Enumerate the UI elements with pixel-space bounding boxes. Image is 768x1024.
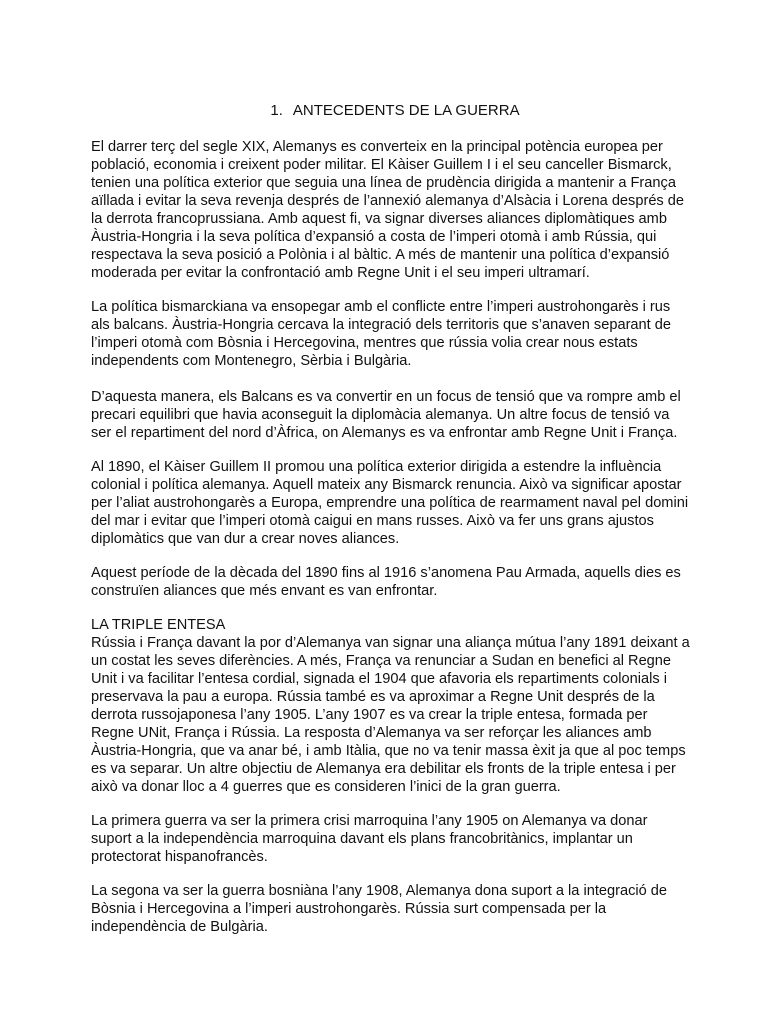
text-line: la derrota francoprussiana. Amb aquest fi, va signar diverses aliances diplomàtiques amb [91,211,667,227]
text-line: tenien una política exterior que seguia una línea de prudència dirigida a mantenir a França [91,175,676,191]
text-line: Unit i va facilitar l’entesa cordial, signada el 1904 que afavoria els repartiments colonials i [91,671,667,687]
text-line: suport a la independència marroquina davant els plans francobritànics, implantar un [91,831,633,847]
text-line: per l’aliat austrohongarès a Europa, emprendre una política de rearmament naval pel domini [91,495,689,511]
text-line: colonial i política alemanya. Aquell mateix any Bismarck renuncia. Això va significar apostar [91,477,682,493]
text-line: Bòsnia i Hercegovina a l’imperi austrohongarès. Rússia surt compensada per la [91,901,607,917]
text-line: independents com Montenegro, Sèrbia i Bulgària. [91,353,412,369]
section-paragraph-3 [91,882,687,936]
text-line: La segona va ser la guerra bosniàna l’any 1908, Alemanya dona suport a la integració de [91,883,668,899]
text-line: població, economia i creixent poder militar. El Kàiser Guillem I i el seu canceller Bismarck, [91,157,672,173]
title-text: ANTECEDENTS DE LA GUERRA [292,102,520,119]
section-paragraph-1 [91,634,690,796]
text-line: ser el repartiment del nord d’Àfrica, on Alemanys es va enfrontar amb Regne Unit i França. [91,425,678,441]
paragraph-3 [91,388,687,442]
text-line: La política bismarckiana va ensopegar amb el conflicte entre l’imperi austrohongarès i rus [91,299,671,315]
text-line: derrota russojaponesa l’any 1905. L’any 1907 es va crear la triple entesa, formada per [91,707,648,723]
paragraph-5 [91,564,687,600]
text-line: respectava la seva posició a Polònia i al bàltic. A més de mantenir una política d’expansió [91,247,670,263]
text-line: protectorat hispanofrancès. [91,849,268,865]
text-line: independència de Bulgària. [91,919,268,935]
section-heading: LA TRIPLE ENTESA [91,617,226,633]
text-line: Àustria-Hongria i la seva política d’expansió a costa de l’imperi otomà i amb Rússia, qui [91,229,657,245]
text-line: un costat les seves diferències. A més, França va renunciar a Sudan en benefici al Regne [91,653,672,669]
text-line: La primera guerra va ser la primera crisi marroquina l’any 1905 on Alemanya va donar [91,813,648,829]
text-line: Aquest període de la dècada del 1890 fins al 1916 s’anomena Pau Armada, aquells dies es [91,565,681,581]
text-line: aïllada i evitar la seva revenja després de l’annexió alemanya d’Alsàcia i Lorena després de [91,193,685,209]
page-title [0,102,768,120]
text-line: precari equilibri que havia aconseguit la diplomàcia alemanya. Un altre focus de tensió va [91,407,670,423]
text-line: del mar i evitar que l’imperi otomà caigui en mans russes. Això va fer uns grans ajustos [91,513,654,529]
text-line: construïen aliances que més envant es van enfrontar. [91,583,438,599]
text-line: Rússia i França davant la por d’Alemanya van signar una aliança mútua l’any 1891 deixant a [91,635,690,651]
text-line: preservava la pau a europa. Rússia també es va aproximar a Regne Unit després de la [91,689,655,705]
paragraph-4 [91,458,687,548]
section-paragraph-2 [91,812,687,866]
paragraph-1 [91,138,687,282]
text-line: D’aquesta manera, els Balcans es va convertir en un focus de tensió que va rompre amb el [91,389,681,405]
text-line: Regne UNit, França i Rússia. La resposta d’Alemanya va ser reforçar les aliances amb [91,725,652,741]
text-line: Àustria-Hongria, que va anar bé, i amb Itàlia, que no va tenir massa èxit ja que al poc temps [91,743,686,759]
text-line: moderada per evitar la confrontació amb Regne Unit i el seu imperi ultramarí. [91,265,590,281]
text-line: es va separar. Un altre objectiu de Alemanya era debilitar els fronts de la triple entesa i per [91,761,676,777]
paragraph-2 [91,298,687,370]
text-line: diplomàtics que van dur a crear noves aliances. [91,531,400,547]
text-line: l’imperi otomà com Bòsnia i Hercegovina, mentres que rússia volia crear nous estats [91,335,638,351]
title-number: 1. [270,102,283,119]
text-line: això va donar lloc a 4 guerres que es consideren l’inici de la gran guerra. [91,779,561,795]
text-line: als balcans. Àustria-Hongria cercava la integració dels territoris que s’anaven separant de [91,317,672,333]
text-line: El darrer terç del segle XIX, Alemanys es converteix en la principal potència europea per [91,139,663,155]
text-line: Al 1890, el Kàiser Guillem II promou una política exterior dirigida a estendre la influència [91,459,662,475]
